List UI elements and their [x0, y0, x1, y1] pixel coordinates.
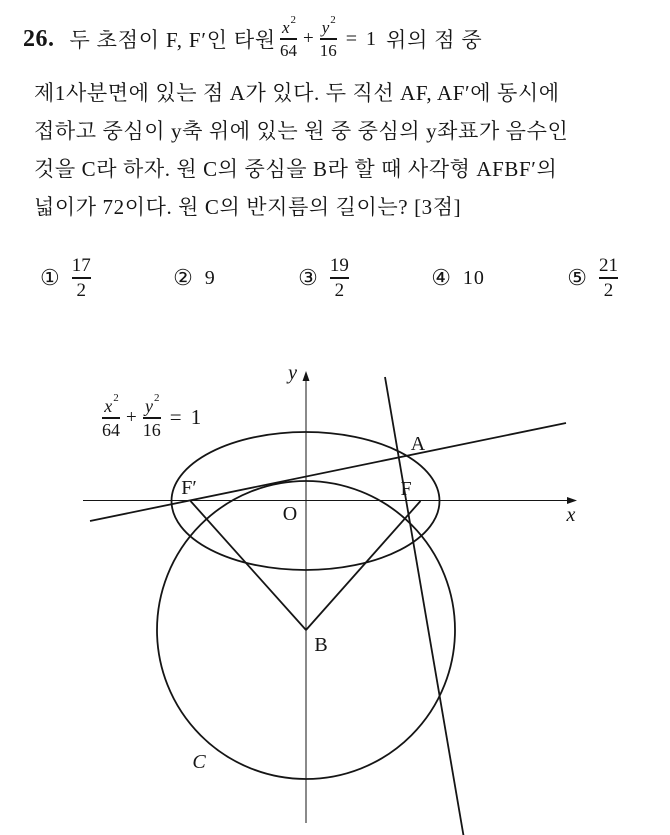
problem-text-prefix: 두 초점이 F, F′인 타원: [69, 28, 277, 52]
y-variable: y: [321, 18, 330, 38]
choice-1: [40, 255, 91, 301]
y-exponent: 2: [330, 13, 336, 26]
x-numerator: [282, 13, 297, 38]
plus-sign: +: [126, 406, 137, 428]
y-denominator: 16: [319, 40, 337, 60]
figure-equation-label: [98, 392, 204, 440]
choice-5: [567, 255, 618, 301]
x-denominator: 64: [280, 40, 298, 60]
y-exponent: 2: [153, 392, 160, 404]
focus-f-label: F: [400, 478, 412, 500]
circle-c-label: C: [192, 751, 206, 773]
answer-choices: [40, 247, 618, 309]
fraction-bar: [330, 277, 349, 278]
problem-first-line: [23, 10, 664, 68]
x-variable: x: [104, 396, 113, 416]
choice-4-marker: ④: [431, 265, 451, 290]
y-axis-arrow-icon: [303, 371, 310, 381]
problem-text-suffix: 위의 점 중: [386, 28, 483, 52]
choice-3-denominator: 2: [334, 279, 345, 301]
origin-label: O: [282, 503, 298, 525]
fraction-bar: [143, 417, 161, 418]
choice-3-value: [330, 255, 349, 301]
x-axis-arrow-icon: [567, 497, 577, 504]
choice-1-value: [72, 255, 91, 301]
choice-2-marker: ②: [173, 265, 193, 290]
choice-4-value: 10: [462, 266, 485, 289]
fig-eq-y-numerator: [144, 392, 160, 416]
choice-1-marker: ①: [40, 264, 60, 290]
fraction-bar: [280, 38, 297, 39]
problem-line: 넓이가 72이다. 원 C의 반지름의 길이는? [3점]: [34, 195, 462, 219]
y-numerator: [321, 13, 336, 38]
fig-eq-y-denominator: 16: [142, 419, 161, 440]
choice-3-numerator: 19: [329, 255, 349, 277]
choice-1-numerator: 17: [71, 255, 91, 277]
x-exponent: 2: [290, 13, 297, 26]
plus-sign: +: [303, 28, 314, 49]
fig-eq-x-denominator: 64: [102, 419, 120, 440]
geometry-figure: [0, 360, 670, 835]
fraction-bar: [599, 277, 618, 278]
choice-1-denominator: 2: [76, 279, 86, 301]
choice-3: [298, 255, 349, 301]
choice-4: [431, 265, 485, 291]
fig-eq-y-term: [142, 392, 161, 440]
x-axis-label: x: [566, 504, 576, 526]
choice-5-value: [599, 255, 618, 301]
problem-line: 것을 C라 하자. 원 C의 중심을 B라 할 때 사각형 AFBF′의: [34, 157, 558, 181]
choice-5-numerator: 21: [598, 255, 618, 277]
problem-line: 제1사분면에 있는 점 A가 있다. 두 직선 AF, AF′에 동시에: [34, 81, 560, 105]
ellipse-equation-y-term: [319, 13, 337, 60]
fig-eq-x-numerator: [104, 392, 119, 416]
ellipse-equation-x-term: [280, 13, 298, 60]
fraction-bar: [72, 277, 91, 278]
problem-number: 26.: [23, 25, 55, 52]
problem-body: [34, 74, 664, 226]
choice-3-marker: ③: [298, 264, 318, 290]
x-exponent: 2: [113, 392, 119, 404]
focus-f-prime-label: F′: [181, 477, 197, 499]
choice-2: [173, 265, 216, 291]
point-a-label: A: [410, 433, 426, 455]
segment-f-b: [306, 501, 421, 630]
choice-5-denominator: 2: [603, 279, 614, 301]
y-variable: y: [144, 396, 153, 416]
fig-eq-x-term: [102, 392, 120, 440]
point-b-label: B: [314, 634, 328, 656]
x-variable: x: [282, 18, 290, 38]
choice-2-value: 9: [204, 266, 216, 289]
fraction-bar: [320, 38, 337, 39]
equals-one: = 1: [169, 405, 204, 430]
y-axis-label: y: [288, 362, 297, 384]
equals-one: = 1: [345, 27, 379, 50]
fraction-bar: [102, 417, 120, 418]
problem-line: 접하고 중심이 y축 위에 있는 원 중 중심의 y좌표가 음수인: [34, 119, 569, 143]
problem-statement: [23, 10, 664, 226]
choice-5-marker: ⑤: [567, 264, 587, 290]
